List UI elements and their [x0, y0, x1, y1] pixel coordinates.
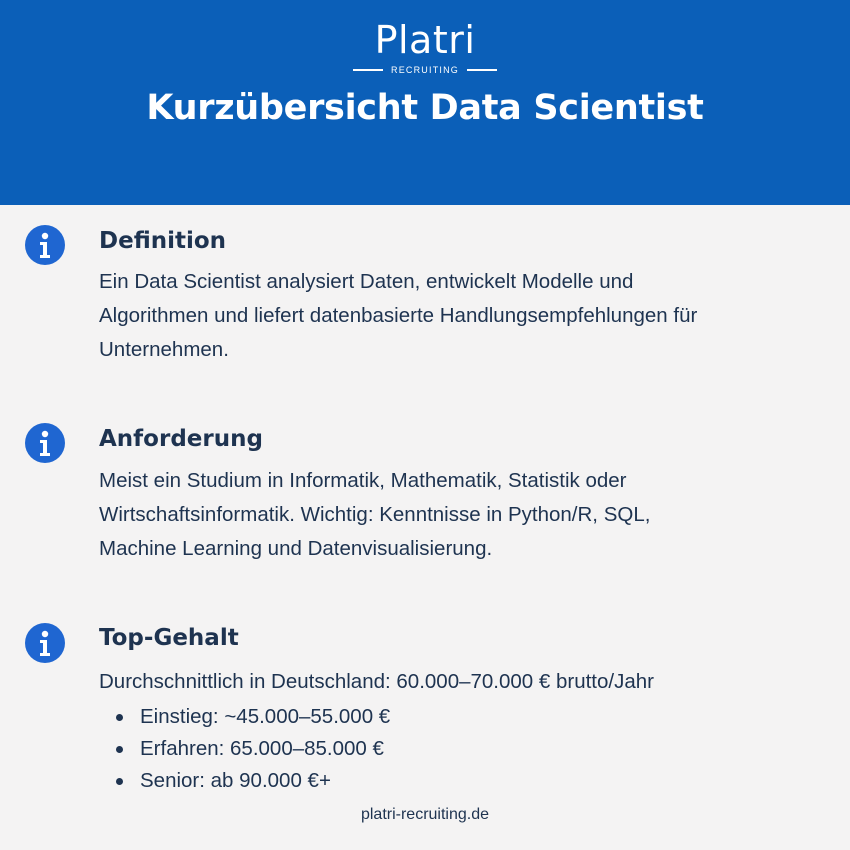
logo-name: Platri — [374, 18, 476, 62]
list-item: Erfahren: 65.000–85.000 € — [116, 733, 390, 765]
list-item: Einstieg: ~45.000–55.000 € — [116, 701, 390, 733]
section-heading: Definition — [99, 228, 227, 254]
body-line: Unternehmen. — [99, 338, 229, 361]
body-line: Durchschnittlich in Deutschland: 60.000–70.000 € brutto/Jahr — [99, 670, 654, 693]
salary-list — [116, 701, 390, 797]
body-line: Ein Data Scientist analysiert Daten, entwickelt Modelle und — [99, 270, 634, 293]
header-banner — [0, 0, 850, 205]
section-body — [99, 665, 834, 699]
section-body — [99, 265, 834, 367]
body-line: Meist ein Studium in Informatik, Mathematik, Statistik oder — [99, 469, 627, 492]
logo-divider-right — [467, 69, 497, 71]
info-icon — [25, 225, 65, 265]
logo-tagline: RECRUITING — [391, 65, 459, 75]
page-title: Kurzübersicht Data Scientist — [146, 88, 704, 128]
info-icon — [25, 623, 65, 663]
list-item: Senior: ab 90.000 €+ — [116, 765, 390, 797]
footer-url: platri-recruiting.de — [360, 806, 490, 823]
logo-divider-left — [353, 69, 383, 71]
section-heading: Top-Gehalt — [99, 625, 239, 651]
section-heading: Anforderung — [99, 426, 263, 452]
info-icon — [25, 423, 65, 463]
logo-tagline-row — [0, 65, 850, 75]
body-line: Wirtschaftsinformatik. Wichtig: Kenntnisse in Python/R, SQL, — [99, 503, 651, 526]
body-line: Algorithmen und liefert datenbasierte Handlungsempfehlungen für — [99, 304, 698, 327]
section-body — [99, 464, 834, 566]
body-line: Machine Learning und Datenvisualisierung. — [99, 537, 493, 560]
